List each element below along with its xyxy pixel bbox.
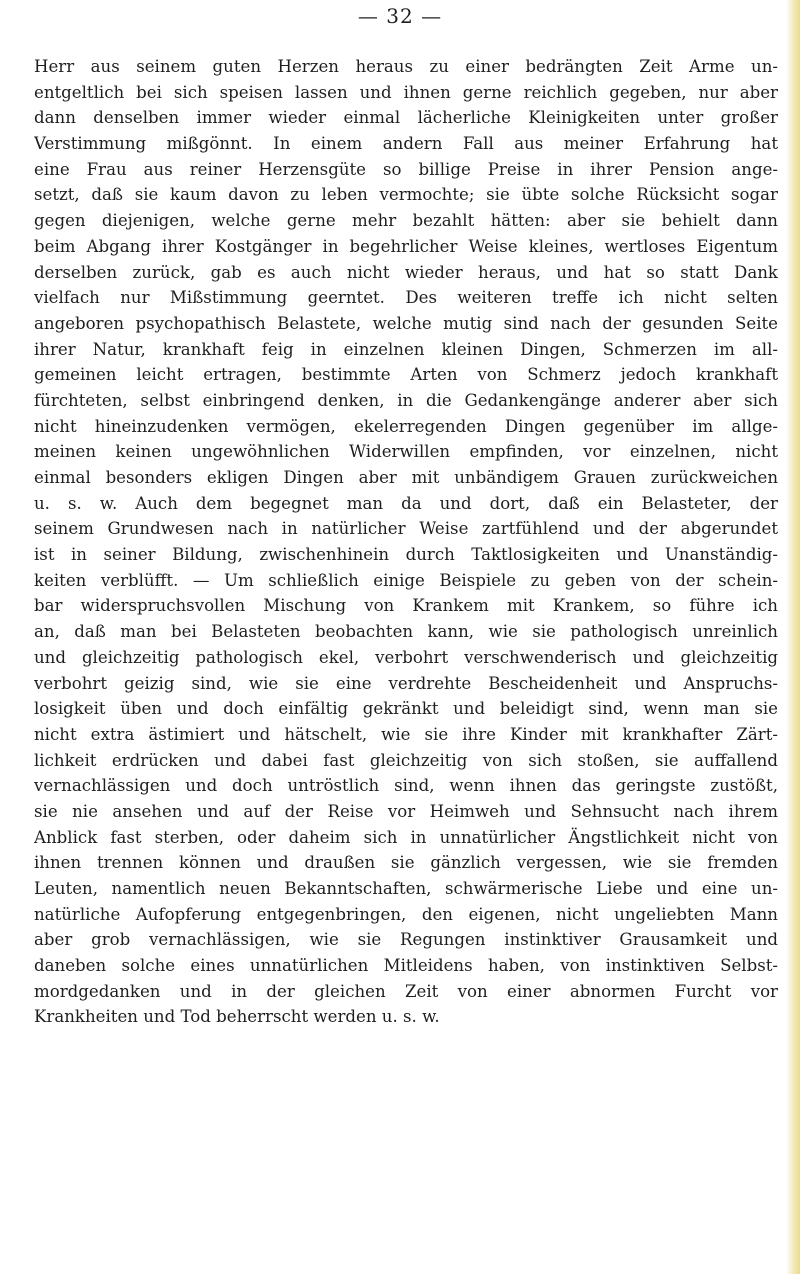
text-line: verbohrt geizig sind, wie sie eine verdrehte Bescheidenheit und Anspruchs- <box>34 673 778 693</box>
text-line: seinem Grundwesen nach in natürlicher Weise zartfühlend und der abgerundet <box>34 519 778 539</box>
text-line: losigkeit üben und doch einfältig gekränkt und beleidigt sind, wenn man sie <box>34 699 778 719</box>
text-line: sie nie ansehen und auf der Reise vor Heimweh und Sehnsucht nach ihrem <box>34 801 778 821</box>
text-line: daneben solche eines unnatürlichen Mitleidens haben, von instinktiven Selbst- <box>34 956 778 976</box>
page-edge <box>786 0 800 1274</box>
text-line: beim Abgang ihrer Kostgänger in begehrlicher Weise kleines, wertloses Eigentum <box>34 236 778 256</box>
text-line: Verstimmung mißgönnt. In einem andern Fall aus meiner Erfahrung hat <box>34 134 778 154</box>
text-line: Herr aus seinem guten Herzen heraus zu einer bedrängten Zeit Arme un- <box>34 57 778 76</box>
text-line: Leuten, namentlich neuen Bekanntschaften, schwärmerische Liebe und eine un- <box>34 879 778 898</box>
text-line: bar widerspruchsvollen Mischung von Krankem mit Krankem, so führe ich <box>34 596 778 616</box>
text-line: eine Frau aus reiner Herzensgüte so billige Preise in ihrer Pension ange- <box>34 159 778 179</box>
text-line: mordgedanken und in der gleichen Zeit von einer abnormen Furcht vor <box>34 981 778 1001</box>
text-line: und gleichzeitig pathologisch ekel, verbohrt verschwenderisch und gleichzeitig <box>34 647 778 667</box>
text-line: an, daß man bei Belasteten beobachten kann, wie sie pathologisch unreinlich <box>34 622 778 642</box>
text-line: keiten verblüfft. — Um schließlich einige Beispiele zu geben von der schein- <box>34 570 778 590</box>
text-line: Krankheiten und Tod beherrscht werden u. s. w. <box>34 1007 440 1027</box>
page-number: — 32 — <box>357 4 443 28</box>
text-line: dann denselben immer wieder einmal lächerliche Kleinigkeiten unter großer <box>34 108 778 128</box>
text-line: angeboren psychopathisch Belastete, welche mutig sind nach der gesunden Seite <box>34 313 778 333</box>
text-line: derselben zurück, gab es auch nicht wieder heraus, und hat so statt Dank <box>34 262 778 282</box>
text-line: einmal besonders ekligen Dingen aber mit unbändigem Grauen zurückweichen <box>34 468 778 487</box>
text-line: vielfach nur Mißstimmung geerntet. Des weiteren treffe ich nicht selten <box>34 288 778 308</box>
text-line: nicht extra ästimiert und hätschelt, wie sie ihre Kinder mit krankhafter Zärt- <box>34 724 778 744</box>
text-line: vernachlässigen und doch untröstlich sind, wenn ihnen das geringste zustößt, <box>34 776 778 796</box>
text-line: setzt, daß sie kaum davon zu leben vermochte; sie übte solche Rücksicht sogar <box>34 185 778 205</box>
text-line: Anblick fast sterben, oder daheim sich in unnatürlicher Ängstlichkeit nicht von <box>34 827 778 847</box>
text-line: gemeinen leicht ertragen, bestimmte Arten von Schmerz jedoch krankhaft <box>34 365 778 385</box>
text-line: ihnen trennen können und draußen sie gänzlich vergessen, wie sie fremden <box>34 853 778 873</box>
text-line: lichkeit erdrücken und dabei fast gleichzeitig von sich stoßen, sie auffallend <box>34 750 778 770</box>
text-line: ihrer Natur, krankhaft feig in einzelnen kleinen Dingen, Schmerzen im all- <box>34 339 778 359</box>
text-line: natürliche Aufopferung entgegenbringen, den eigenen, nicht ungeliebten Mann <box>34 904 778 924</box>
text-line: ist in seiner Bildung, zwischenhinein durch Taktlosigkeiten und Unanständig- <box>34 545 778 565</box>
text-line: nicht hineinzudenken vermögen, ekelerregenden Dingen gegenüber im allge- <box>34 416 778 436</box>
text-line: entgeltlich bei sich speisen lassen und ihnen gerne reichlich gegeben, nur aber <box>34 82 778 102</box>
text-line: gegen diejenigen, welche gerne mehr bezahlt hätten: aber sie behielt dann <box>34 211 778 231</box>
body-text <box>34 54 778 1030</box>
text-line: aber grob vernachlässigen, wie sie Regungen instinktiver Grausamkeit und <box>34 930 778 950</box>
text-line: meinen keinen ungewöhnlichen Widerwillen empfinden, vor einzelnen, nicht <box>34 442 778 462</box>
text-line: fürchteten, selbst einbringend denken, in die Gedankengänge anderer aber sich <box>34 390 778 410</box>
text-line: u. s. w. Auch dem begegnet man da und dort, daß ein Belasteter, der <box>34 493 778 513</box>
